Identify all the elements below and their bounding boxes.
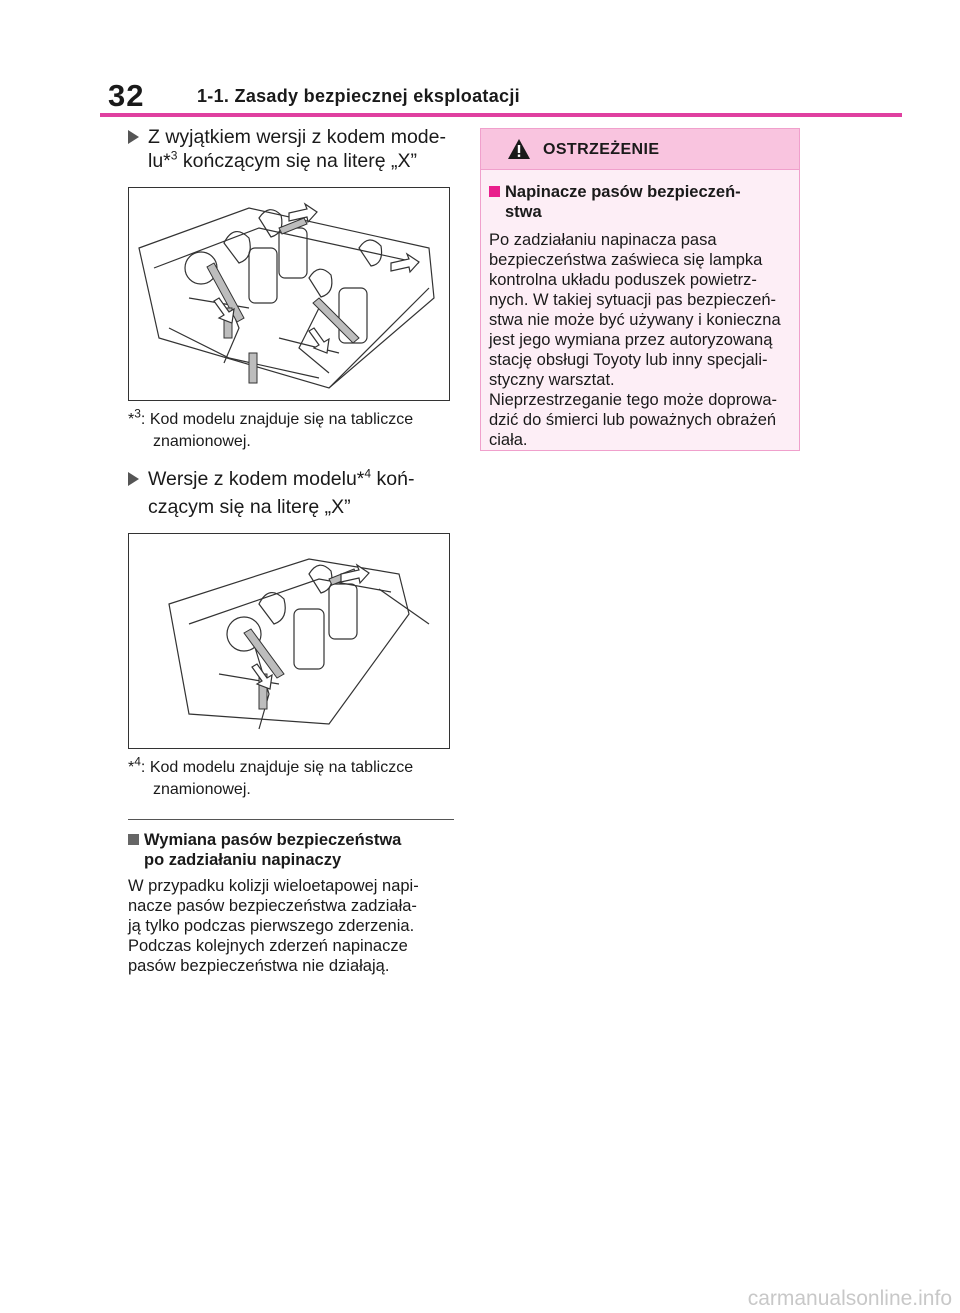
- footnote-marker: *: [128, 759, 135, 776]
- footnote-marker: *: [128, 411, 135, 428]
- footnote-ref: 3: [170, 148, 178, 163]
- footnote-sup: 3: [134, 406, 141, 421]
- body-line: jest jego wymiana przez autoryzowaną: [489, 331, 773, 349]
- bullet-line: [148, 467, 454, 491]
- heading-line: Wymiana pasów bezpieczeństwa: [144, 831, 402, 849]
- body-line: Podczas kolejnych zderzeń napinacze: [128, 937, 408, 955]
- warning-title: OSTRZEŻENIE: [543, 141, 660, 158]
- watermark: carmanualsonline.info: [747, 1287, 952, 1310]
- bullet-line: czącym się na literę „X”: [148, 496, 351, 518]
- footnote-sup: 4: [134, 754, 141, 769]
- warning-box: [480, 128, 800, 451]
- bullet-line: Z wyjątkiem wersji z kodem mode-: [148, 126, 446, 148]
- square-bullet-icon: [128, 834, 139, 845]
- car-interior-illustration: [129, 534, 449, 748]
- warning-header: [481, 129, 799, 170]
- header-rule: [100, 113, 902, 117]
- body-line: styczny warsztat.: [489, 371, 615, 389]
- footnote-ref: 4: [364, 466, 372, 481]
- page-header: [0, 0, 960, 120]
- body-line: kontrolna układu poduszek powietrz-: [489, 271, 757, 289]
- body-line: W przypadku kolizji wieloetapowej napi-: [128, 877, 419, 895]
- bullet-text: koń-: [371, 468, 415, 490]
- warning-body: [481, 170, 799, 450]
- body-line: stwa nie może być używany i konieczna: [489, 311, 781, 329]
- body-line: ją tylko podczas pierwszego zderzenia.: [128, 917, 415, 935]
- body-line: pasów bezpieczeństwa nie działają.: [128, 957, 390, 975]
- bullet-text: kończącym się na literę „X”: [177, 150, 417, 172]
- footnote-4: [128, 754, 454, 801]
- section-divider: [128, 819, 454, 820]
- section-heading: [128, 830, 454, 870]
- body-line: bezpieczeństwa zaświeca się lampka: [489, 251, 763, 269]
- body-line: stację obsługi Toyoty lub inny specjali-: [489, 351, 768, 369]
- bullet-text: Wersje z kodem modelu*: [148, 468, 365, 490]
- heading-line: po zadziałaniu napinaczy: [144, 851, 342, 869]
- footnote-text: znamionowej.: [153, 781, 251, 798]
- bullet-variant-1: [128, 125, 454, 173]
- square-bullet-icon: [489, 186, 500, 197]
- section-body: [128, 876, 454, 976]
- illustration-front-rear-seats: [128, 187, 450, 401]
- body-line: nych. W takiej sytuacji pas bezpieczeń-: [489, 291, 777, 309]
- bullet-variant-2: [128, 467, 454, 519]
- footnote-text: znamionowej.: [153, 433, 251, 450]
- body-line: nacze pasów bezpieczeństwa zadziała-: [128, 897, 417, 915]
- footnote-text: : Kod modelu znajduje się na tabliczce: [140, 411, 414, 428]
- footnote-text: : Kod modelu znajduje się na tabliczce: [140, 759, 414, 776]
- warning-triangle-icon: [507, 138, 531, 160]
- footnote-3: [128, 406, 454, 453]
- warning-subheading: [489, 182, 793, 222]
- bullet-line: [148, 149, 454, 173]
- car-interior-illustration: [129, 188, 449, 400]
- warning-text: [489, 230, 793, 450]
- body-line: dzić do śmierci lub poważnych obrażeń: [489, 411, 777, 429]
- illustration-front-seats: [128, 533, 450, 749]
- left-column: [128, 125, 454, 976]
- triangle-bullet-icon: [128, 472, 139, 486]
- body-line: Nieprzestrzeganie tego może doprowa-: [489, 391, 777, 409]
- heading-line: Napinacze pasów bezpieczeń-: [505, 183, 741, 201]
- page-number: 32: [108, 78, 145, 113]
- triangle-bullet-icon: [128, 130, 139, 144]
- bullet-text: lu*: [148, 150, 171, 172]
- body-line: Po zadziałaniu napinacza pasa: [489, 231, 717, 249]
- section-title: 1-1. Zasady bezpiecznej eksploatacji: [197, 86, 520, 106]
- heading-line: stwa: [505, 203, 542, 221]
- body-line: ciała.: [489, 431, 528, 449]
